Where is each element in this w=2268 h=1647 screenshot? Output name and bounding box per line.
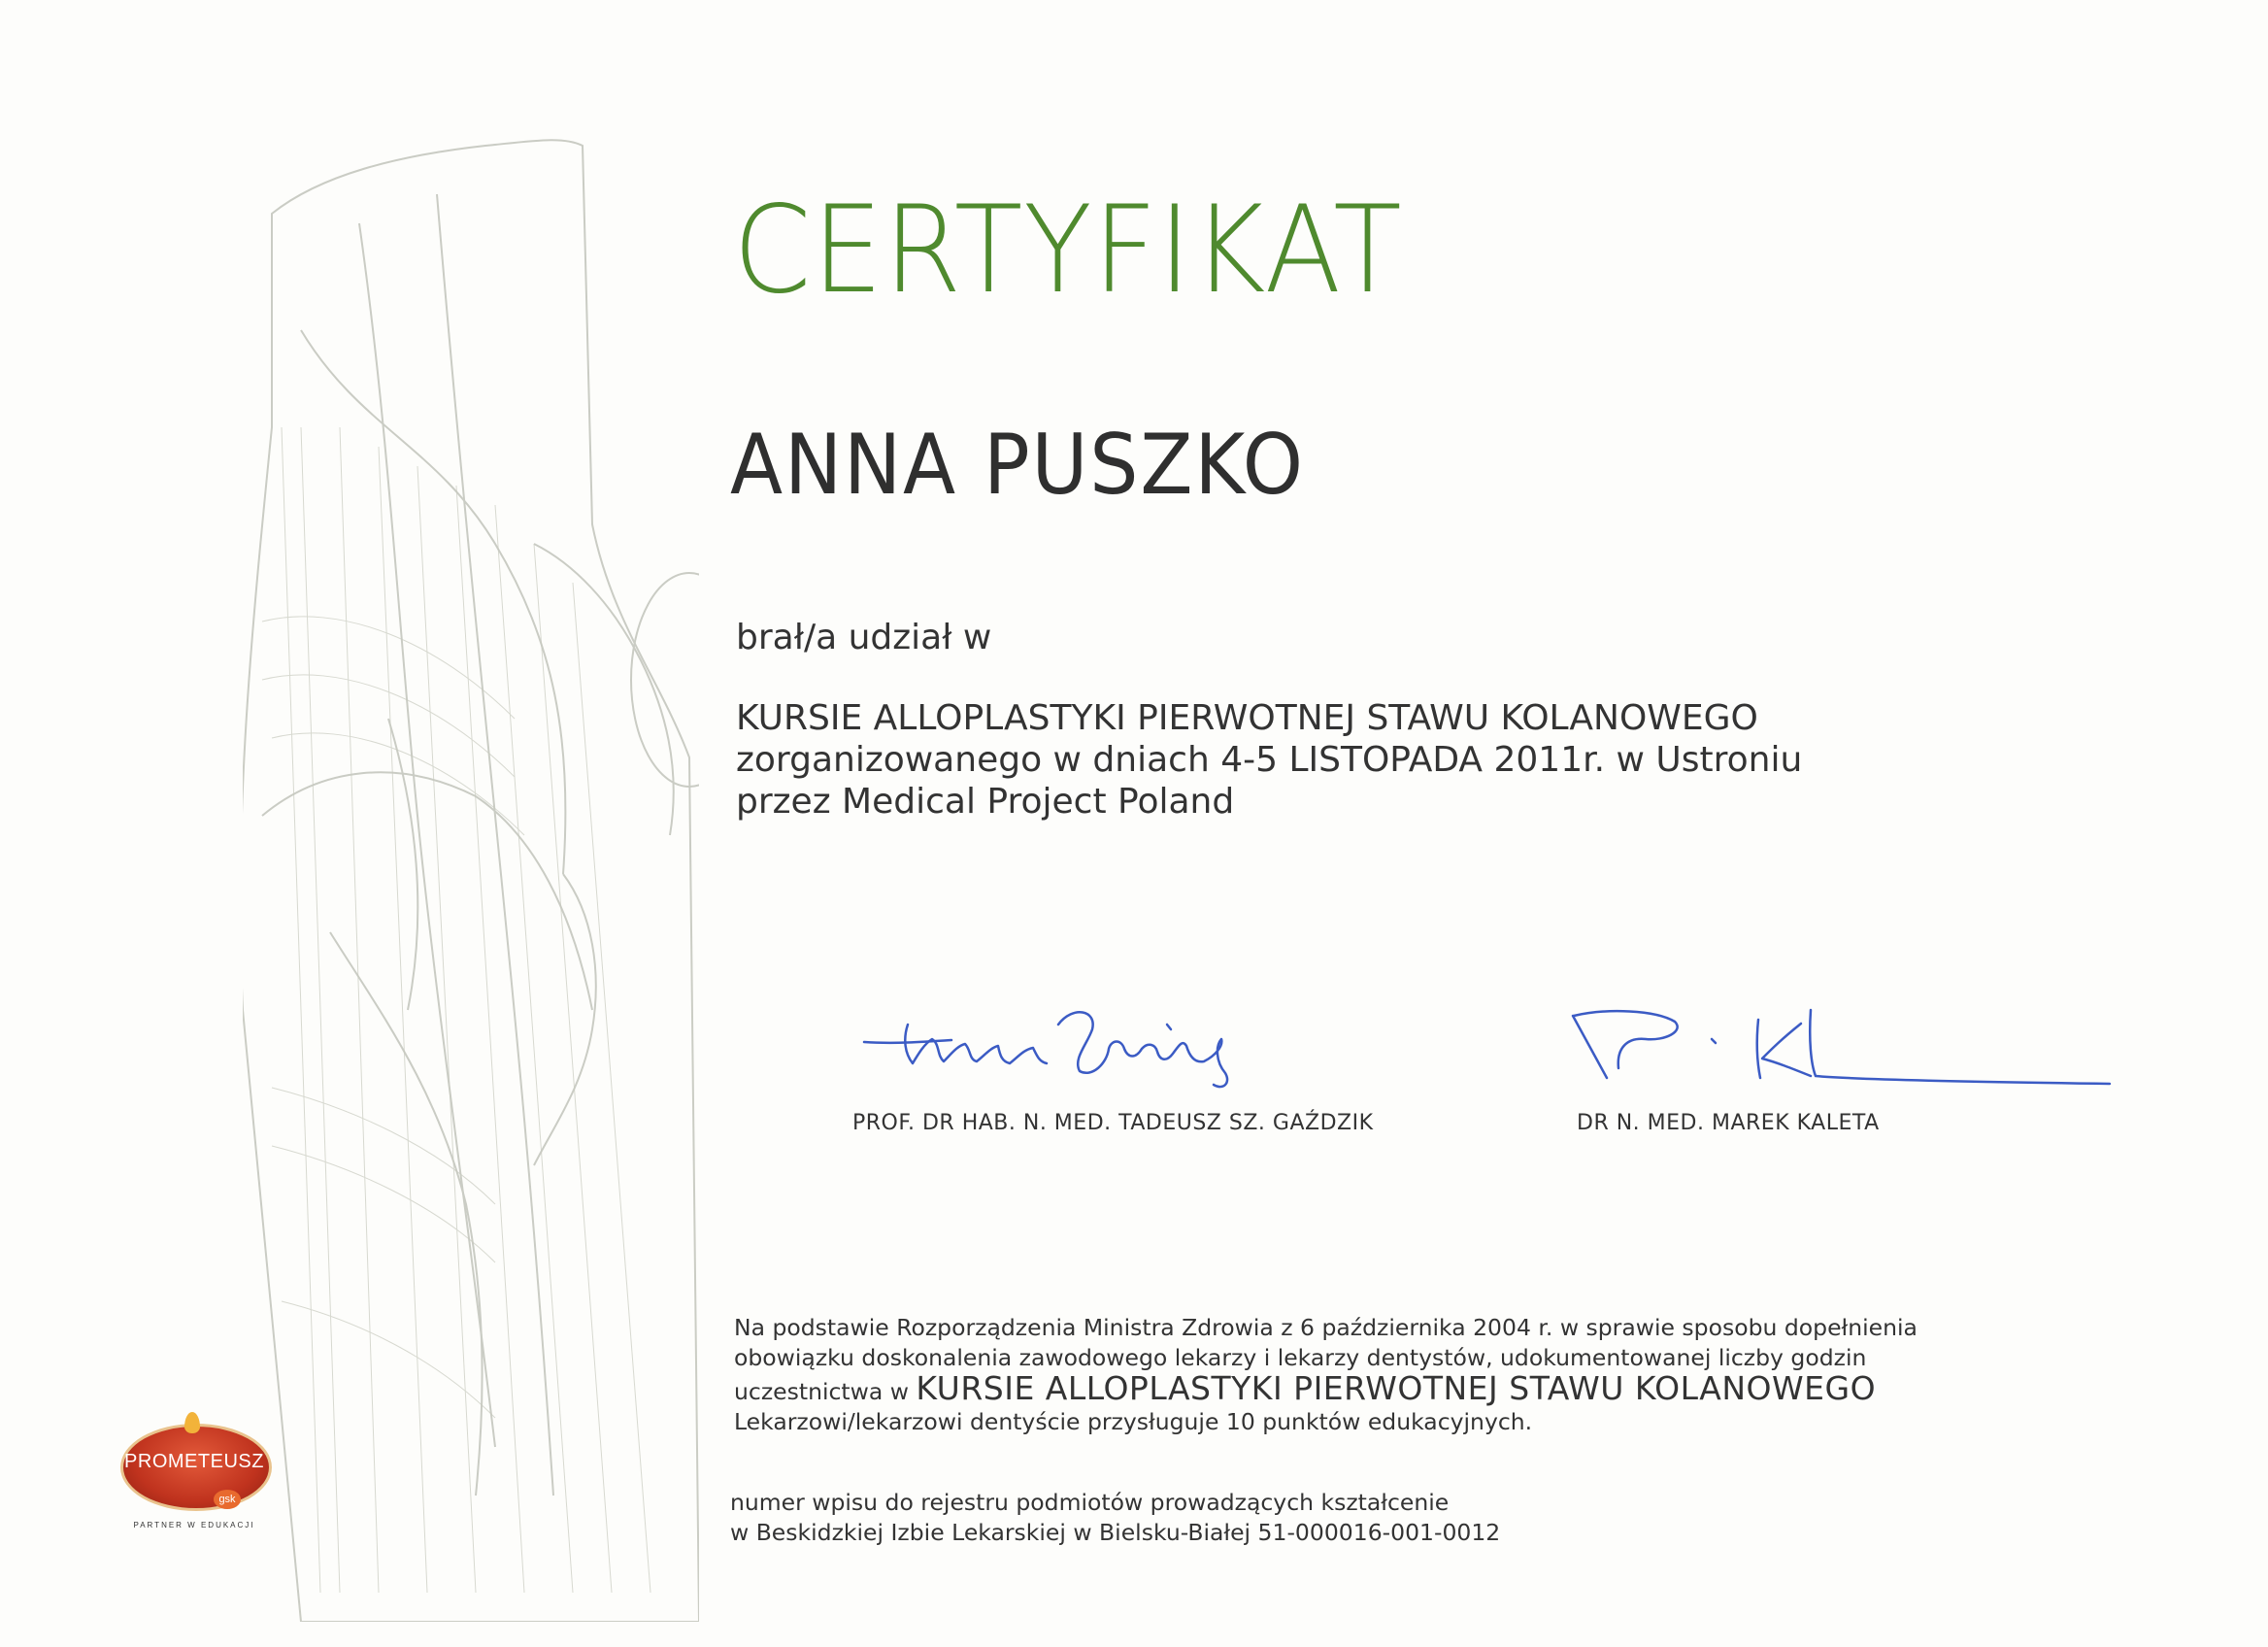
legal-line-prefix: uczestnictwa w [734, 1378, 909, 1405]
course-description [736, 697, 1802, 823]
registry-line: numer wpisu do rejestru podmiotów prowadzących kształcenie [730, 1489, 1450, 1516]
registry-line: w Beskidzkiej Izbie Lekarskiej w Bielsku-Białej 51-000016-001-0012 [730, 1519, 1501, 1546]
legal-course-name: KURSIE ALLOPLASTYKI PIERWOTNEJ STAWU KOLANOWEGO [916, 1369, 1877, 1407]
legal-line [734, 1369, 1918, 1407]
flame-icon [184, 1412, 200, 1433]
logo-tagline: PARTNER W EDUKACJI [133, 1521, 255, 1529]
prometeusz-logo [117, 1416, 272, 1532]
course-line: KURSIE ALLOPLASTYKI PIERWOTNEJ STAWU KOLANOWEGO [736, 698, 1758, 738]
course-line: przez Medical Project Poland [736, 782, 1235, 822]
legal-line: Lekarzowi/lekarzowi dentyście przysługuje 10 punktów edukacyjnych. [734, 1408, 1533, 1435]
knee-anatomy-illustration [243, 136, 699, 1622]
logo-name: PROMETEUSZ [124, 1451, 264, 1472]
participation-intro: brał/a udział w [736, 618, 992, 657]
course-line: zorganizowanego w dniach 4-5 LISTOPADA 2011r. w Ustroniu [736, 740, 1803, 780]
certificate-title: CERTYFIKAT [733, 181, 1403, 320]
signature-kaleta [1568, 1000, 2112, 1097]
legal-line: obowiązku doskonalenia zawodowego lekarzy i lekarzy dentystów, udokumentowanej liczby godzin [734, 1344, 1867, 1371]
recipient-name: ANNA PUSZKO [730, 417, 1305, 514]
logo-gsk-badge: gsk [214, 1490, 241, 1509]
legal-line: Na podstawie Rozporządzenia Ministra Zdrowia z 6 października 2004 r. w sprawie sposobu dopełnienia [734, 1314, 1918, 1341]
legal-notice [734, 1313, 1918, 1437]
signature-gazdzik [854, 986, 1291, 1092]
registry-notice [730, 1488, 1500, 1548]
signatory-name: DR N. MED. MAREK KALETA [1577, 1111, 1880, 1135]
signatory-name: PROF. DR HAB. N. MED. TADEUSZ SZ. GAŹDZIK [852, 1111, 1374, 1135]
